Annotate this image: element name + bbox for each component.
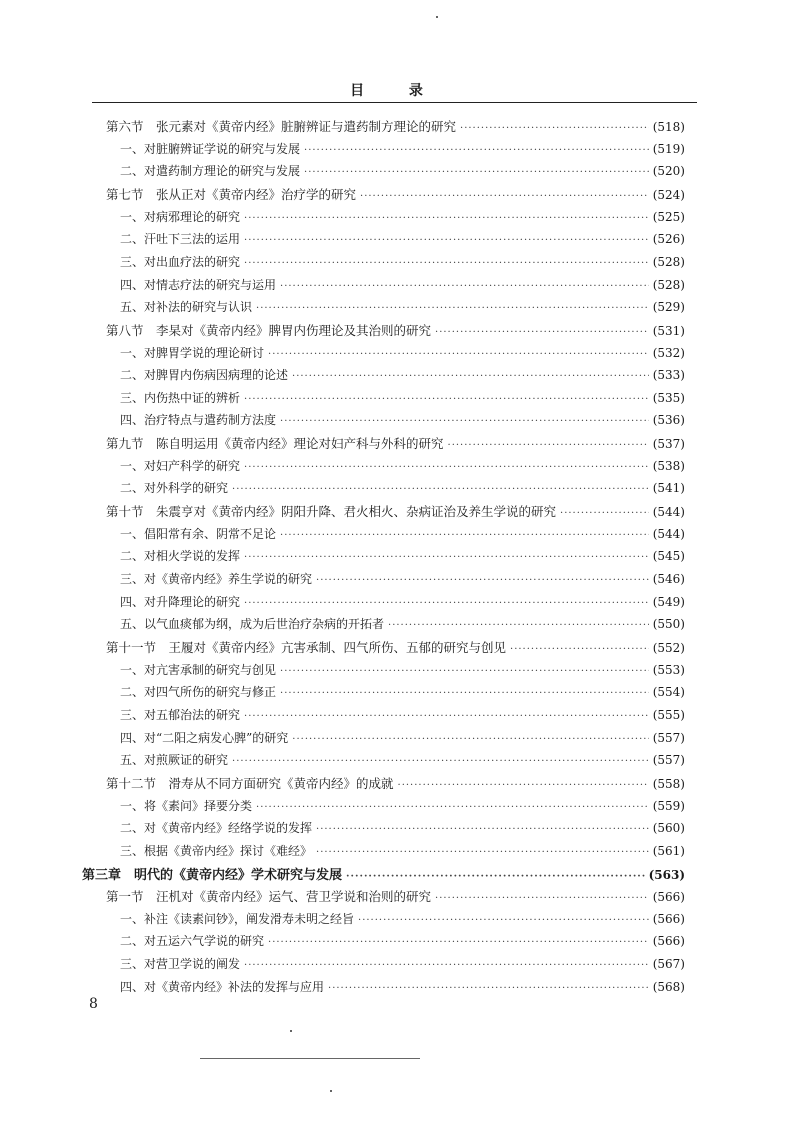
dot-leader: [316, 847, 649, 858]
toc-entry-label: 一、对脾胃学说的理论研讨: [120, 345, 265, 360]
scan-speck: [290, 1030, 292, 1032]
dot-leader: [358, 915, 649, 926]
toc-entry-page: (545): [652, 549, 685, 564]
dot-leader: [280, 281, 649, 292]
page-header-title: 目 录: [350, 83, 443, 99]
toc-entry-item: [120, 208, 685, 230]
dot-leader: [244, 235, 649, 246]
dot-leader: [232, 756, 649, 767]
toc-entry-page: (568): [652, 979, 685, 994]
toc-entry-label: 三、根据《黄帝内经》探讨《难经》: [120, 843, 313, 858]
toc-entry-item: [120, 140, 685, 162]
toc-entry-label: 二、对《黄帝内经》经络学说的发挥: [120, 821, 313, 836]
dot-leader: [244, 213, 649, 224]
dot-leader: [232, 484, 649, 495]
toc-entry-page: (558): [652, 776, 685, 791]
toc-entry-item: [120, 955, 685, 977]
toc-entry-label: 二、对外科学的研究: [120, 481, 229, 496]
dot-leader: [268, 937, 649, 948]
toc-entry-label: 四、对《黄帝内经》补法的发挥与应用: [120, 979, 325, 994]
toc-entry-page: (528): [652, 277, 685, 292]
dot-leader: [346, 871, 645, 882]
toc-entry-page: (520): [652, 164, 685, 179]
toc-entry-label: 二、汗吐下三法的运用: [120, 232, 241, 247]
toc-entry-item: [120, 729, 685, 751]
toc-entry-label: 三、内伤热中证的辨析: [120, 390, 241, 405]
toc-entry-section: [106, 434, 685, 456]
dot-leader: [304, 145, 649, 156]
toc-entry-page: (563): [648, 868, 685, 883]
toc-entry-item: [120, 230, 685, 252]
dot-leader: [244, 394, 649, 405]
toc-entry-label: 五、对补法的研究与认识: [120, 300, 253, 315]
dot-leader: [460, 123, 649, 134]
toc-entry-page: (566): [652, 890, 685, 905]
toc-entry-section: [106, 117, 685, 139]
dot-leader: [256, 303, 649, 314]
toc-entry-section: [106, 638, 685, 660]
toc-entry-label: 第七节 张从正对《黄帝内经》治疗学的研究: [106, 186, 357, 202]
toc-entry-label: 三、对出血疗法的研究: [120, 254, 241, 269]
toc-entry-section: [106, 887, 685, 909]
toc-entry-label: 第六节 张元素对《黄帝内经》脏腑辨证与遣药制方理论的研究: [106, 119, 457, 134]
toc-entry-page: (529): [652, 300, 685, 315]
toc-entry-label: 三、对营卫学说的阐发: [120, 957, 241, 972]
toc-entry-label: 四、对情志疗法的研究与运用: [120, 277, 277, 292]
toc-entry-page: (532): [652, 345, 685, 360]
dot-leader: [280, 688, 649, 699]
toc-entry-label: 二、对脾胃内伤病因病理的论述: [120, 368, 289, 383]
toc-entry-label: 一、对脏腑辨证学说的研究与发展: [120, 141, 301, 156]
dot-leader: [244, 711, 649, 722]
toc-entry-page: (546): [652, 572, 685, 586]
toc-entry-label: 四、对升降理论的研究: [120, 594, 241, 609]
toc-entry-page: (525): [652, 209, 685, 224]
toc-entry-page: (541): [652, 481, 685, 496]
toc-entry-section: [106, 502, 685, 524]
toc-entry-label: 第八节 李杲对《黄帝内经》脾胃内伤理论及其治则的研究: [106, 322, 432, 338]
dot-leader: [304, 167, 649, 178]
toc-entry-label: 第十二节 滑寿从不同方面研究《黄帝内经》的成就: [106, 775, 394, 791]
dot-leader: [388, 620, 649, 631]
toc-entry-page: (566): [652, 911, 685, 926]
footer-rule: [200, 1058, 420, 1059]
dot-leader: [435, 327, 649, 338]
toc-entry-label: 一、将《素问》择要分类: [120, 798, 253, 813]
dot-leader: [280, 666, 649, 677]
page-number: 8: [89, 996, 98, 1012]
toc-entry-label: 二、对遣药制方理论的研究与发展: [120, 164, 301, 179]
toc-entry-item: [120, 162, 685, 184]
toc-entry-label: 一、倡阳常有余、阴常不足论: [120, 526, 277, 541]
toc-entry-item: [120, 570, 685, 592]
dot-leader: [560, 508, 649, 519]
toc-entry-label: 二、对五运六气学说的研究: [120, 934, 265, 949]
dot-leader: [280, 416, 649, 427]
toc-entry-item: [120, 683, 685, 705]
dot-leader: [316, 824, 649, 835]
toc-entry-page: (544): [652, 526, 685, 541]
toc-entry-item: [120, 819, 685, 841]
toc-entry-item: [120, 593, 685, 615]
toc-entry-label: 二、对四气所伤的研究与修正: [120, 685, 277, 700]
toc-entry-item: [120, 298, 685, 320]
scan-speck: [436, 16, 438, 18]
dot-leader: [280, 530, 649, 541]
toc-entry-page: (557): [652, 753, 685, 768]
toc-entry-page: (560): [652, 821, 685, 836]
toc-entry-item: [120, 547, 685, 569]
toc-entry-item: [120, 344, 685, 366]
toc-entry-label: 二、对相火学说的发挥: [120, 549, 241, 564]
toc-entry-page: (536): [652, 413, 685, 428]
dot-leader: [292, 734, 648, 745]
toc-entry-page: (557): [652, 730, 685, 745]
dot-leader: [316, 575, 649, 586]
toc-entry-label: 第三章 明代的《黄帝内经》学术研究与发展: [82, 868, 343, 884]
dot-leader: [328, 983, 649, 994]
toc-entry-label: 一、对亢害承制的研究与创见: [120, 662, 277, 677]
toc-entry-page: (544): [652, 505, 685, 520]
toc-entry-item: [120, 276, 685, 298]
toc-entry-item: [120, 457, 685, 479]
toc-entry-page: (531): [652, 323, 685, 338]
dot-leader: [244, 598, 649, 609]
toc-entry-page: (537): [652, 437, 685, 452]
toc-entry-page: (549): [652, 594, 685, 609]
toc-entry-page: (519): [652, 141, 685, 156]
header-rule: [92, 102, 697, 103]
toc-entry-item: [120, 615, 685, 637]
toc-entry-page: (566): [652, 934, 685, 949]
toc-entry-page: (528): [652, 254, 685, 269]
dot-leader: [244, 462, 649, 473]
toc-entry-label: 五、以气血痰郁为纲，成为后世治疗杂病的开拓者: [120, 617, 385, 632]
dot-leader: [268, 349, 649, 360]
toc-entry-page: (550): [652, 617, 685, 632]
toc-entry-item: [120, 253, 685, 275]
toc-entry-chapter: [82, 864, 685, 886]
dot-leader: [398, 780, 649, 791]
dot-leader: [360, 191, 649, 202]
dot-leader: [510, 644, 649, 655]
scan-speck: [330, 1090, 332, 1092]
toc-entry-item: [120, 366, 685, 388]
toc-entry-label: 第一节 汪机对《黄帝内经》运气、营卫学说和治则的研究: [106, 889, 432, 905]
toc-entry-item: [120, 932, 685, 954]
toc-entry-page: (554): [652, 685, 685, 700]
dot-leader: [244, 258, 649, 269]
toc-entry-page: (538): [652, 458, 685, 473]
toc-entry-item: [120, 411, 685, 433]
toc-entry-page: (555): [652, 707, 685, 722]
toc-entry-page: (559): [652, 798, 685, 813]
toc-entry-page: (533): [652, 368, 685, 383]
toc-entry-item: [120, 797, 685, 819]
toc-entry-section: [106, 185, 685, 207]
dot-leader: [448, 440, 649, 451]
toc-entry-label: 四、对“二阳之病发心脾”的研究: [120, 730, 289, 745]
toc-entry-item: [120, 661, 685, 683]
toc-entry-page: (535): [652, 390, 685, 405]
toc-entry-section: [106, 774, 685, 796]
toc-entry-label: 三、对《黄帝内经》养生学说的研究: [120, 572, 313, 586]
toc-entry-label: 一、补注《读素问钞》，阐发滑寿未明之经旨: [120, 911, 355, 926]
toc-entry-page: (561): [652, 843, 685, 858]
toc-entry-item: [120, 751, 685, 773]
dot-leader: [435, 893, 649, 904]
toc-entry-item: [120, 910, 685, 932]
toc-entry-item: [120, 525, 685, 547]
toc-entry-label: 一、对病邪理论的研究: [120, 209, 241, 224]
toc-entry-label: 第九节 陈自明运用《黄帝内经》理论对妇产科与外科的研究: [106, 436, 444, 452]
toc-entry-page: (552): [652, 640, 685, 655]
toc-entry-section: [106, 321, 685, 343]
toc-entry-page: (567): [652, 957, 685, 972]
dot-leader: [244, 960, 649, 971]
toc-entry-item: [120, 978, 685, 1000]
dot-leader: [244, 552, 649, 563]
toc-entry-page: (524): [652, 187, 685, 202]
toc-entry-label: 四、治疗特点与遣药制方法度: [120, 413, 277, 428]
dot-leader: [292, 371, 649, 382]
toc-entry-page: (526): [652, 232, 685, 247]
toc-entry-item: [120, 479, 685, 501]
toc-entry-label: 三、对五郁治法的研究: [120, 707, 241, 722]
toc-entry-item: [120, 842, 685, 864]
toc-entry-page: (518): [652, 120, 685, 134]
dot-leader: [256, 802, 649, 813]
toc-entry-item: [120, 389, 685, 411]
toc-entry-item: [120, 706, 685, 728]
toc-entry-label: 一、对妇产科学的研究: [120, 458, 241, 473]
toc-entry-label: 第十节 朱震亨对《黄帝内经》阴阳升降、君火相火、杂病证治及养生学说的研究: [106, 504, 557, 520]
toc-entry-label: 第十一节 王履对《黄帝内经》亢害承制、四气所伤、五郁的研究与创见: [106, 639, 507, 655]
toc-entry-label: 五、对煎厥证的研究: [120, 753, 229, 768]
toc-entry-page: (553): [652, 662, 685, 677]
